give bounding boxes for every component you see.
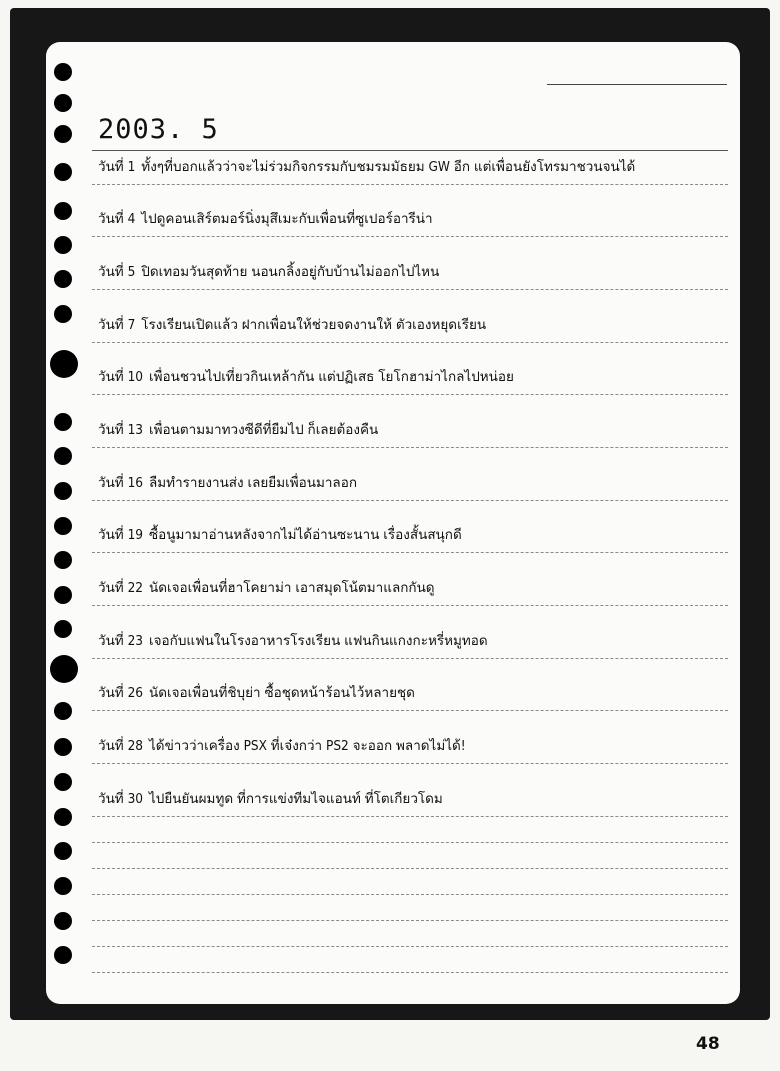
header-rule — [547, 84, 727, 85]
entry-text: เพื่อนชวนไปเที่ยวกินเหล้ากัน แต่ปฏิเสธ โยโกฮาม่าไกลไปหน่อย — [149, 369, 514, 385]
entry-text: ทั้งๆที่บอกแล้วว่าจะไม่ร่วมกิจกรรมกับชมรมมัธยม GW อีก แต่เพื่อนยังโทรมาชวนจนได้ — [141, 159, 636, 175]
ruled-line — [92, 184, 728, 185]
entry-text: นัดเจอเพื่อนที่ชิบุย่า ซื้อชุดหน้าร้อนไว้หลายชุด — [149, 685, 415, 701]
binder-hole — [54, 517, 72, 535]
entry-text: ปิดเทอมวันสุดท้าย นอนกลิ้งอยู่กับบ้านไม่ออกไปไหน — [141, 264, 440, 280]
entry-day: วันที่ 26 — [98, 685, 144, 701]
diary-entry — [98, 261, 724, 283]
diary-entry — [98, 788, 724, 810]
ruled-line — [92, 868, 728, 869]
ruled-line — [92, 946, 728, 947]
entry-text: ลืมทำรายงานส่ง เลยยืมเพื่อนมาลอก — [149, 475, 357, 491]
notebook-page — [46, 42, 740, 1004]
ruled-line — [92, 289, 728, 290]
entry-text: ได้ข่าวว่าเครื่อง PSX ที่เจ๋งกว่า PS2 จะออก พลาดไม่ได้! — [149, 738, 466, 754]
diary-entry — [98, 156, 724, 178]
binder-hole — [54, 447, 72, 465]
binder-hole — [54, 702, 72, 720]
diary-heading: 2003. 5 — [98, 114, 219, 145]
binder-hole — [54, 63, 72, 81]
entry-text: โรงเรียนเปิดแล้ว ฝากเพื่อนให้ช่วยจดงานให้ ตัวเองหยุดเรียน — [141, 317, 487, 333]
entry-day: วันที่ 30 — [98, 791, 144, 807]
entry-day: วันที่ 28 — [98, 738, 144, 754]
entry-text: ไปดูคอนเสิร์ตมอร์นิ่งมุสึเมะกับเพื่อนที่ซูเปอร์อารีน่า — [141, 211, 433, 227]
diary-entry — [98, 524, 724, 546]
ruled-line — [92, 842, 728, 843]
ruled-line — [92, 447, 728, 448]
diary-entry — [98, 630, 724, 652]
entry-text: ซื้อนูมามาอ่านหลังจากไม่ได้อ่านซะนาน เรื่องสั้นสนุกดี — [149, 527, 462, 543]
binder-hole — [54, 270, 72, 288]
entry-day: วันที่ 5 — [98, 264, 136, 280]
entry-day: วันที่ 1 — [98, 159, 136, 175]
binder-hole — [54, 842, 72, 860]
binder-hole — [54, 946, 72, 964]
ruled-line — [92, 816, 728, 817]
entry-day: วันที่ 7 — [98, 317, 136, 333]
diary-entry — [98, 577, 724, 599]
binder-hole — [54, 236, 72, 254]
entry-day: วันที่ 19 — [98, 527, 144, 543]
binder-hole — [54, 586, 72, 604]
entry-day: วันที่ 22 — [98, 580, 144, 596]
diary-entry — [98, 208, 724, 230]
ruled-line — [92, 605, 728, 606]
binder-hole — [54, 163, 72, 181]
ruled-line — [92, 658, 728, 659]
binder-hole — [54, 738, 72, 756]
binder-hole — [50, 655, 78, 683]
binder-hole — [54, 912, 72, 930]
ruled-line — [92, 894, 728, 895]
ruled-line — [92, 763, 728, 764]
entry-text: เพื่อนตามมาทวงซีดีที่ยืมไป ก็เลยต้องคืน — [149, 422, 379, 438]
ruled-line — [92, 920, 728, 921]
binder-hole — [54, 482, 72, 500]
notebook-frame — [10, 8, 770, 1020]
entry-text: เจอกับแฟนในโรงอาหารโรงเรียน แฟนกินแกงกะหรี่หมูทอด — [149, 633, 488, 649]
entry-day: วันที่ 10 — [98, 369, 144, 385]
ruled-line — [92, 972, 728, 973]
ruled-line — [92, 150, 728, 151]
binder-hole — [54, 773, 72, 791]
ruled-line — [92, 394, 728, 395]
diary-entry — [98, 682, 724, 704]
binder-hole — [54, 94, 72, 112]
binder-hole — [54, 877, 72, 895]
binder-hole — [54, 620, 72, 638]
ruled-line — [92, 500, 728, 501]
binder-hole — [54, 202, 72, 220]
binder-hole — [54, 125, 72, 143]
diary-entry — [98, 419, 724, 441]
ruled-line — [92, 710, 728, 711]
ruled-line — [92, 552, 728, 553]
binder-hole — [54, 305, 72, 323]
binder-hole — [54, 413, 72, 431]
entry-day: วันที่ 4 — [98, 211, 136, 227]
entry-text: นัดเจอเพื่อนที่ฮาโคยาม่า เอาสมุดโน้ตมาแลกกันดู — [149, 580, 435, 596]
entry-text: ไปยืนยันผมทูด ที่การแข่งทีมไจแอนท์ ที่โตเกียวโดม — [149, 791, 443, 807]
diary-entry — [98, 366, 724, 388]
ruled-line — [92, 342, 728, 343]
diary-entry — [98, 314, 724, 336]
entry-day: วันที่ 16 — [98, 475, 144, 491]
ruled-line — [92, 236, 728, 237]
binder-hole — [54, 808, 72, 826]
diary-entry — [98, 472, 724, 494]
entry-day: วันที่ 13 — [98, 422, 144, 438]
entry-day: วันที่ 23 — [98, 633, 144, 649]
binder-hole — [54, 551, 72, 569]
binder-hole — [50, 350, 78, 378]
diary-entry — [98, 735, 724, 757]
page-number: 48 — [696, 1034, 720, 1054]
